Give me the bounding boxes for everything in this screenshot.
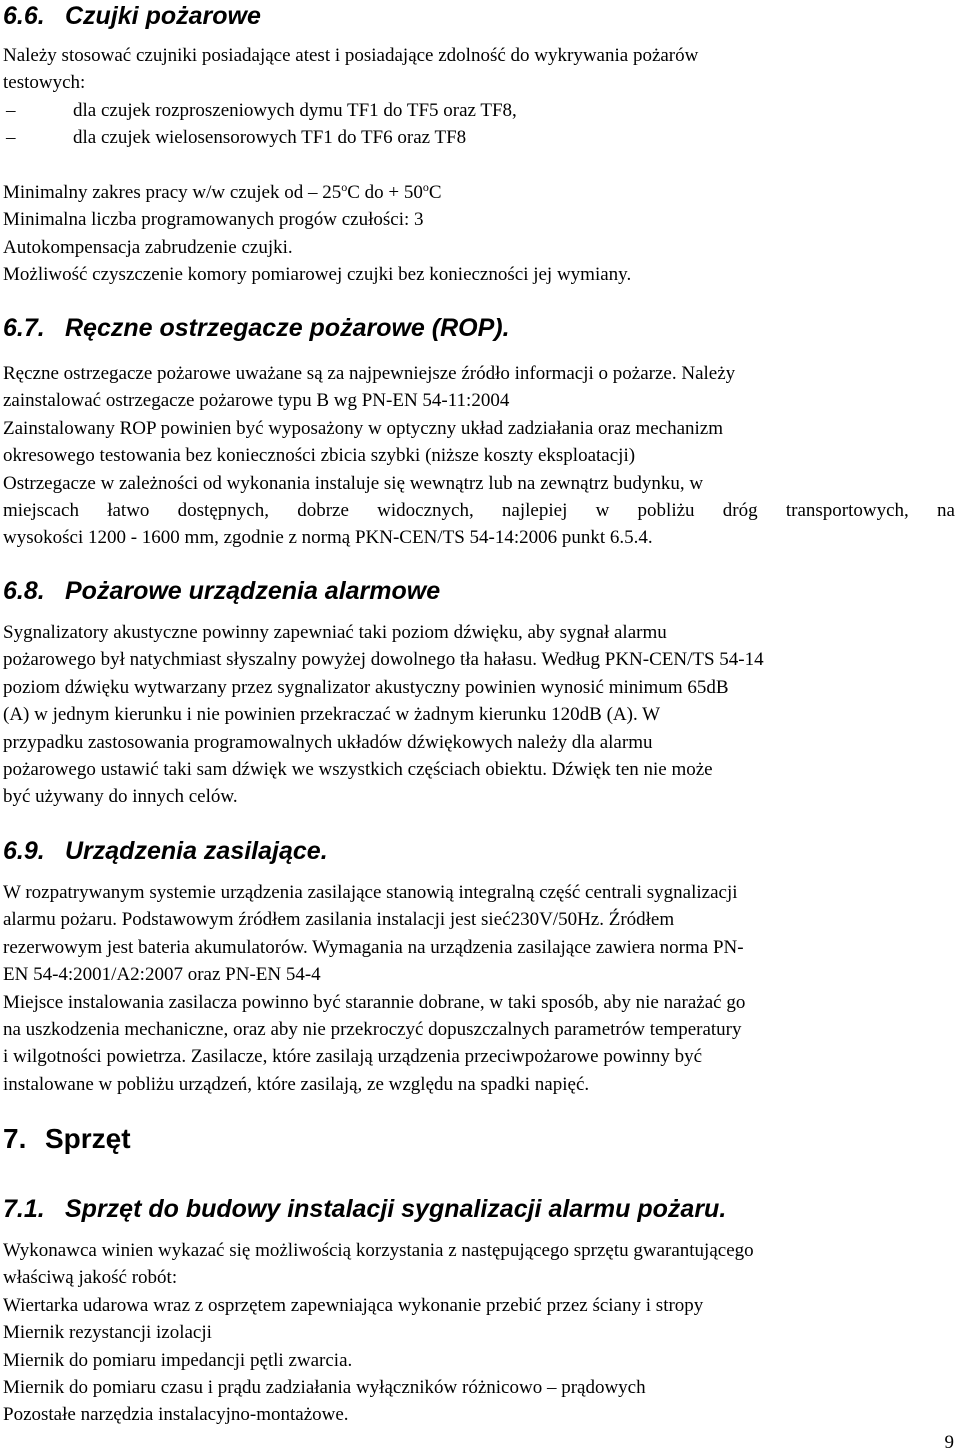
list-item-text: dla czujek wielosensorowych TF1 do TF6 oraz TF8 — [73, 127, 467, 149]
paragraph-6-9 — [3, 879, 745, 1098]
text-line: Zainstalowany ROP powinien być wyposażony w optyczny układ zadziałania oraz mechanizm — [3, 417, 724, 439]
text-line: Możliwość czyszczenie komory pomiarowej czujki bez konieczności jej wymiany. — [3, 264, 632, 286]
paragraph-6-7 — [3, 360, 955, 552]
heading-number: 6.6. — [3, 2, 45, 30]
text-line: Miernik do pomiaru impedancji pętli zwarcia. — [3, 1349, 353, 1371]
heading-number: 6.8. — [3, 577, 45, 605]
range-text-a: Minimalny zakres pracy w/w czujek od – 25 — [3, 182, 342, 203]
text-line: zainstalować ostrzegacze pożarowe typu B wg PN-EN 54-11:2004 — [3, 390, 510, 412]
heading-6-8 — [3, 576, 440, 606]
text-line: W rozpatrywanym systemie urządzenia zasilające stanowią integralną część centrali sygnalizacji — [3, 882, 738, 903]
heading-title: Pożarowe urządzenia alarmowe — [65, 577, 441, 605]
bullet-list — [3, 97, 517, 152]
heading-title: Czujki pożarowe — [65, 2, 261, 30]
heading-number: 6.7. — [3, 314, 45, 342]
heading-7-1 — [3, 1194, 726, 1224]
heading-6-6 — [3, 1, 261, 31]
text-line: być używany do innych celów. — [3, 786, 238, 808]
text-line: Ostrzegacze w zależności od wykonania instaluje się wewnątrz lub na zewnątrz budynku, w — [3, 472, 704, 494]
text-line: EN 54-4:2001/A2:2007 oraz PN-EN 54-4 — [3, 964, 321, 986]
page-number: 9 — [944, 1432, 954, 1453]
text-line: (A) w jednym kierunku i nie powinien przekraczać w żadnym kierunku 120dB (A). W — [3, 704, 661, 726]
degree-sup: o — [422, 180, 429, 194]
text-line: właściwą jakość robót: — [3, 1267, 178, 1289]
heading-6-7 — [3, 313, 510, 343]
text-line: Autokompensacja zabrudzenie czujki. — [3, 236, 293, 258]
dash-bullet-icon: – — [6, 100, 16, 121]
range-text-b: C do + 50 — [347, 182, 423, 203]
list-item-text: dla czujek rozproszeniowych dymu TF1 do TF5 oraz TF8, — [73, 100, 517, 121]
paragraph-6-8 — [3, 619, 764, 811]
text-line: pożarowego ustawić taki sam dźwięk we wszystkich częściach obiektu. Dźwięk ten nie może — [3, 759, 713, 781]
heading-title: Sprzęt — [45, 1123, 131, 1154]
dash-bullet-icon: – — [6, 127, 16, 149]
text-line: rezerwowym jest bateria akumulatorów. Wymagania na urządzenia zasilające zawiera norma PN- — [3, 936, 744, 958]
text-line: poziom dźwięku wytwarzany przez sygnalizator akustyczny powinien wynosić minimum 65dB — [3, 676, 729, 698]
text-line: alarmu pożaru. Podstawowym źródłem zasilania instalacji jest sieć230V/50Hz. Źródłem — [3, 909, 675, 931]
temperature-range-line — [3, 179, 631, 206]
text-line: Wykonawca winien wykazać się możliwością korzystania z następującego sprzętu gwarantującego — [3, 1240, 754, 1261]
text-line: na uszkodzenia mechaniczne, oraz aby nie przekroczyć dopuszczalnych parametrów temperatury — [3, 1019, 742, 1041]
text-line: Ręczne ostrzegacze pożarowe uważane są za najpewniejsze źródło informacji o pożarze. Należy — [3, 363, 736, 384]
heading-6-9 — [3, 836, 328, 866]
text-line: Minimalna liczba programowanych progów czułości: 3 — [3, 209, 424, 231]
heading-7 — [3, 1124, 131, 1154]
heading-title: Sprzęt do budowy instalacji sygnalizacji alarmu pożaru. — [65, 1195, 727, 1223]
text-line: miejscach łatwo dostępnych, dobrze widocznych, najlepiej w pobliżu dróg transportowych, na — [3, 500, 955, 522]
list-item — [3, 124, 517, 151]
paragraph-6-6-specs — [3, 179, 631, 289]
degree-sup: o — [341, 180, 348, 194]
heading-number: 6.9. — [3, 837, 45, 865]
text-line: testowych: — [3, 72, 86, 94]
text-line: Wiertarka udarowa wraz z osprzętem zapewniająca wykonanie przebić przez ściany i stropy — [3, 1294, 704, 1316]
list-item — [3, 97, 517, 124]
text-line: Miernik rezystancji izolacji — [3, 1322, 212, 1344]
heading-title: Urządzenia zasilające. — [65, 837, 328, 865]
text-line: Miejsce instalowania zasilacza powinno być starannie dobrane, w taki sposób, aby nie narażać go — [3, 991, 746, 1013]
heading-title: Ręczne ostrzegacze pożarowe (ROP). — [65, 314, 510, 342]
text-line: instalowane w pobliżu urządzeń, które zasilają, ze względu na spadki napięć. — [3, 1073, 590, 1095]
text-line: przypadku zastosowania programowalnych układów dźwiękowych należy dla alarmu — [3, 731, 653, 753]
heading-number: 7.1. — [3, 1195, 45, 1223]
paragraph-7-1 — [3, 1237, 754, 1429]
range-text-c: C — [428, 182, 442, 203]
paragraph-6-6-intro — [3, 42, 698, 97]
heading-number: 7. — [3, 1123, 27, 1154]
text-line: Pozostałe narzędzia instalacyjno-montażowe. — [3, 1404, 349, 1426]
text-line: wysokości 1200 - 1600 mm, zgodnie z normą PKN-CEN/TS 54-14:2006 punkt 6.5.4. — [3, 527, 653, 549]
text-line: okresowego testowania bez konieczności zbicia szybki (niższe koszty eksploatacji) — [3, 445, 636, 467]
text-line: i wilgotności powietrza. Zasilacze, które zasilają urządzenia przeciwpożarowe powinny być — [3, 1046, 703, 1068]
text-line: Miernik do pomiaru czasu i prądu zadziałania wyłączników różnicowo – prądowych — [3, 1377, 646, 1399]
text-line: Sygnalizatory akustyczne powinny zapewniać taki poziom dźwięku, aby sygnał alarmu — [3, 622, 667, 643]
text-line: pożarowego był natychmiast słyszalny powyżej dowolnego tła hałasu. Według PKN-CEN/TS 54-14 — [3, 649, 764, 671]
text-line: Należy stosować czujniki posiadające atest i posiadające zdolność do wykrywania pożarów — [3, 45, 699, 66]
